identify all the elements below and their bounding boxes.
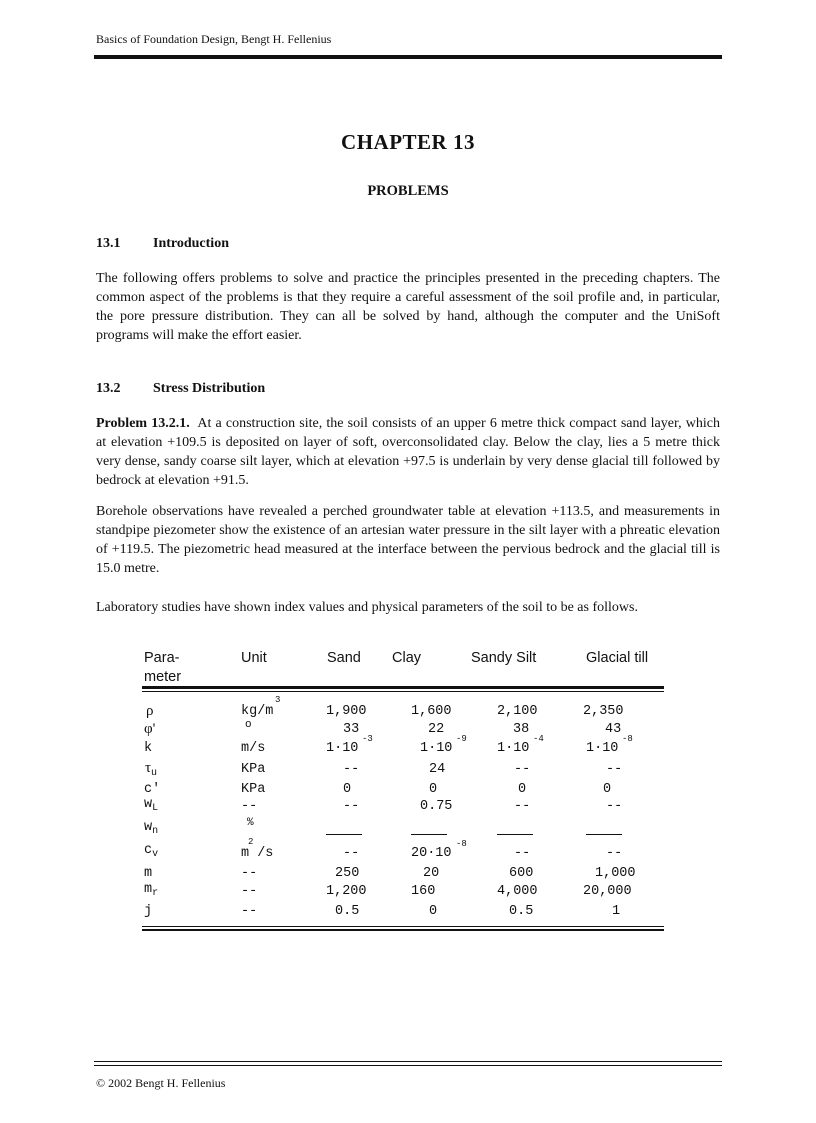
till-blank-line [586,834,622,835]
problem-paragraph [96,414,720,490]
col-header-unit: Unit [241,650,267,666]
table-header-rule [142,686,664,689]
table-header-rule-thin [142,691,664,692]
clay-cell: 24 [429,762,446,777]
sand-cell: -- [343,846,360,861]
running-header: Basics of Foundation Design, Bengt H. Fellenius [96,32,332,46]
clay-cell: 22 [428,722,445,737]
param-cell: ρ [146,703,154,719]
param-cell [145,760,157,777]
clay-cell: 20 [423,866,440,881]
till-cell: -- [606,846,623,861]
lab-paragraph: Laboratory studies have shown index values and physical parameters of the soil to be as follows. [96,600,638,615]
section-number: 13.1 [96,236,121,251]
section-title: Stress Distribution [153,381,266,396]
till-cell: 1,000 [595,866,636,881]
clay-cell: 1·10 [420,741,453,756]
unit-cell: o [245,719,252,731]
param-subscript: n [152,826,159,837]
silt-cell: 4,000 [497,884,538,899]
param-symbol: w [144,820,153,835]
table-bottom-rule-thin [142,926,664,927]
till-cell: -- [606,762,623,777]
param-subscript: r [152,888,159,899]
sand-cell: 250 [335,866,360,881]
col-header-param-line2: meter [144,669,182,685]
sand-cell: -- [343,762,360,777]
param-subscript: u [151,768,158,779]
chapter-title: CHAPTER 13 [341,130,475,154]
clay-cell: 0 [429,904,438,919]
clay-cell: 0 [429,782,438,797]
silt-cell: -- [514,799,531,814]
problem-text: At a construction site, the soil consists of an upper 6 metre thick compact sand layer, which at elevation +109.5 is deposited on layer of soft, overconsolidated clay. Below the clay, lies a 5 metre thick very dense, sandy coarse silt layer, which at elevation +97.5 is underlain by very dense glacial till followed by bedrock at elevation +91.5. [96,416,720,488]
silt-blank-line [497,834,533,835]
sand-blank-line [326,834,362,835]
unit-cell: m /s [241,846,274,861]
unit-cell: kg/m [241,704,274,719]
till-cell: -- [606,799,623,814]
sand-cell: 1,900 [326,704,367,719]
unit-cell: -- [241,866,258,881]
silt-cell: 38 [513,722,530,737]
unit-cell: -- [241,904,258,919]
clay-blank-line [411,834,447,835]
param-cell: φ' [144,721,156,737]
col-header-sandy-silt: Sandy Silt [471,650,537,666]
silt-cell: 2,100 [497,704,538,719]
param-cell: k [144,741,153,756]
col-header-glacial-till: Glacial till [586,650,649,666]
param-subscript: v [152,849,159,860]
table-bottom-rule [142,929,664,931]
sand-cell: -- [343,799,360,814]
param-symbol: τ [145,760,152,776]
section-heading-stress-distribution [96,381,265,397]
param-cell: m [144,866,153,881]
silt-cell: 1·10 [497,741,530,756]
param-cell [144,843,158,858]
unit-cell: KPa [241,782,266,797]
param-cell [144,882,158,897]
till-cell: 2,350 [583,704,624,719]
sand-cell: 1,200 [326,884,367,899]
sand-cell: 0 [343,782,352,797]
col-header-sand: Sand [327,650,361,666]
section-number: 13.2 [96,381,121,396]
footer-rule [94,1061,722,1066]
clay-cell: 160 [411,884,436,899]
footer-copyright: © 2002 Bengt H. Fellenius [96,1076,226,1090]
section-heading-introduction [96,236,229,252]
param-subscript: L [152,803,159,814]
param-cell: j [144,904,153,919]
param-cell [144,797,158,812]
param-symbol: c [144,843,153,858]
col-header-param: Para- [144,650,180,666]
sand-cell: 33 [343,722,360,737]
silt-cell: 600 [509,866,534,881]
header-rule [94,55,722,59]
unit-cell: m/s [241,741,266,756]
problem-label: Problem 13.2.1. [96,416,190,431]
intro-paragraph: The following offers problems to solve and practice the principles presented in the preceding chapters. The common aspect of the problems is that they require a careful assessment of the soil profile and, in particular, the pore pressure distribution. They can all be solved by hand, although the computer and the UniSoft programs will make the effort easier. [96,271,720,343]
clay-cell: 0.75 [420,799,453,814]
col-header-clay: Clay [392,650,422,666]
till-cell: 0 [603,782,612,797]
silt-cell: -- [514,762,531,777]
section-title: Introduction [153,236,229,251]
till-cell: 43 [605,722,622,737]
unit-cell: -- [241,884,258,899]
clay-exponent: -8 [456,839,467,849]
unit-cell: KPa [241,762,266,777]
till-cell: 1·10 [586,741,619,756]
sand-exponent: -3 [362,734,373,744]
till-exponent: -8 [622,734,633,744]
unit-cell: -- [241,799,258,814]
silt-cell: 0.5 [509,904,534,919]
sand-cell: 1·10 [326,741,359,756]
sand-cell: 0.5 [335,904,360,919]
param-cell: c' [144,782,161,797]
chapter-subtitle: PROBLEMS [367,183,449,199]
silt-cell: -- [514,846,531,861]
clay-exponent: -9 [456,734,467,744]
clay-cell: 1,600 [411,704,452,719]
silt-cell: 0 [518,782,527,797]
silt-exponent: -4 [533,734,544,744]
borehole-paragraph: Borehole observations have revealed a perched groundwater table at elevation +113.5, and measurements in standpipe piezometer show the existence of an artesian water pressure in the silt layer with a phreatic elevation of +119.5. The piezometric head measured at the interface between the pervious bedrock and the glacial till is 15.0 metre. [96,504,720,576]
param-cell [144,820,158,835]
param-symbol: w [144,797,153,812]
unit-exponent: 3 [275,695,281,705]
param-symbol: m [144,882,153,897]
unit-exponent: 2 [248,837,254,847]
till-cell: 20,000 [583,884,632,899]
unit-cell: % [247,817,254,829]
till-cell: 1 [612,904,621,919]
clay-cell: 20·10 [411,846,452,861]
